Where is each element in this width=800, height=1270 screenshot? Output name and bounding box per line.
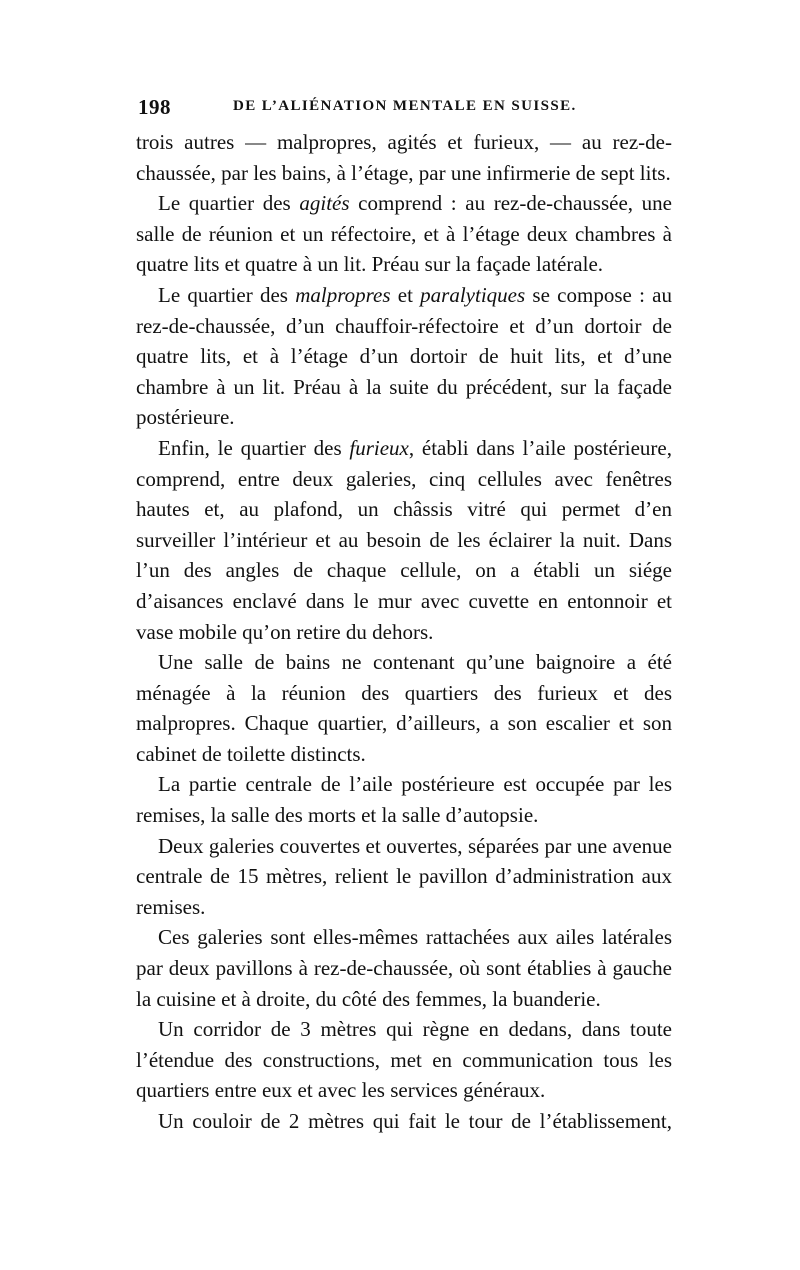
italic-term: agités: [299, 191, 350, 216]
italic-term: paralytiques: [420, 282, 526, 307]
paragraph: [136, 280, 672, 433]
paragraph: [136, 127, 672, 188]
text-span: Ces galeries sont elles-mêmes rattachées aux ailes latérales par deux pavillons à rez-de-chaussée, où sont établies à gauche la cuisine et à droite, du côté des femmes, la buanderie.: [136, 925, 672, 1011]
text-span: comprend : au rez-de-chaussée, une salle de réunion et un réfectoire, et à l’étage deux chambres à quatre lits et quatre à un lit. Préau sur la façade latérale.: [136, 191, 672, 277]
paragraph: [136, 769, 672, 830]
text-span: Un corridor de 3 mètres qui règne en dedans, dans toute l’étendue des constructions, met en communication tous les quartiers entre eux et avec les services généraux.: [136, 1017, 672, 1103]
text-span: se compose : au rez-de-chaussée, d’un chauffoir-réfectoire et d’un dortoir de quatre lits, et à l’étage d’un dortoir de huit lits, et d’une chambre à un lit. Préau à la suite du précédent, sur la façade postérieure.: [136, 282, 672, 430]
text-span: Deux galeries couvertes et ouvertes, séparées par une avenue centrale de 15 mètres, relient le pavillon d’administration aux remises.: [136, 833, 672, 919]
italic-term: furieux: [349, 435, 409, 460]
paragraph: [136, 922, 672, 1014]
paragraph: [136, 831, 672, 923]
text-span: trois autres — malpropres, agités et furieux, — au rez-de-chaussée, par les bains, à l’étage, par une infirmerie de sept lits.: [136, 130, 672, 185]
paragraph: [136, 1106, 672, 1137]
text-span: Un couloir de 2 mètres qui fait le tour de l’établissement,: [158, 1109, 672, 1133]
text-span: Une salle de bains ne contenant qu’une baignoire a été ménagée à la réunion des quartiers des furieux et des malpropres. Chaque quartier, d’ailleurs, a son escalier et son cabinet de toilette distincts.: [136, 650, 672, 766]
text-span: et: [390, 282, 421, 307]
text-span: Le quartier des: [158, 282, 296, 307]
text-span: , établi dans l’aile postérieure, comprend, entre deux galeries, cinq cellules avec fenêtres hautes et, au plafond, un châssis vitré qui permet d’en surveiller l’intérieur et au besoin de les éclairer la nuit. Dans l’un des angles de chaque cellule, on a établi un siége d’aisances enclavé dans le mur avec cuvette en entonnoir et vase mobile qu’on retire du dehors.: [136, 435, 672, 644]
running-title: DE L’ALIÉNATION MENTALE EN SUISSE.: [233, 98, 577, 114]
text-span: La partie centrale de l’aile postérieure est occupée par les remises, la salle des morts et la salle d’autopsie.: [136, 772, 672, 828]
italic-term: malpropres: [295, 282, 391, 307]
body-text: [136, 127, 672, 1137]
text-span: Le quartier des: [158, 191, 300, 216]
paragraph: [136, 188, 672, 280]
page-number: 198: [138, 95, 171, 119]
paragraph: [136, 433, 672, 647]
paragraph: [136, 1014, 672, 1106]
page-header: [138, 95, 670, 121]
paragraph: [136, 647, 672, 769]
text-span: Enfin, le quartier des: [158, 435, 350, 460]
